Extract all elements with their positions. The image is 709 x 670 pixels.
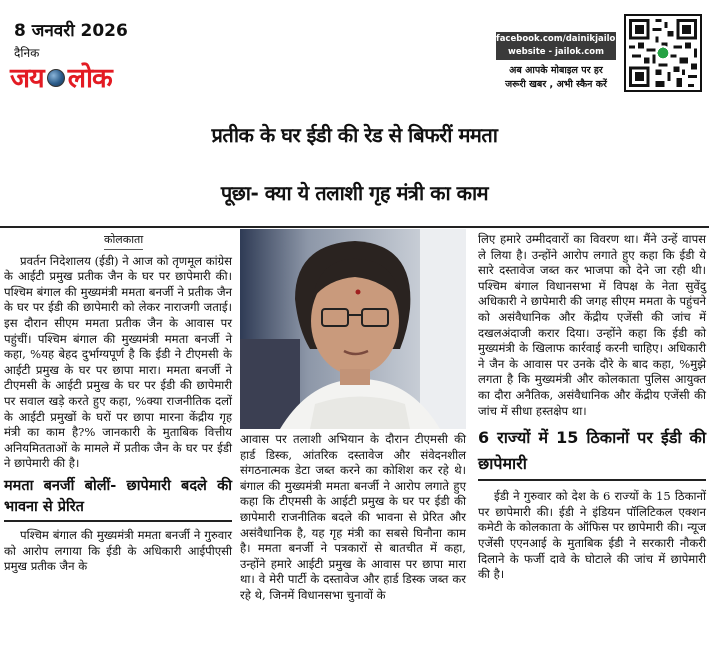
- logo-text-right: लोक: [67, 62, 112, 94]
- headline-line-2: पूछा- क्या ये तलाशी गृह मंत्री का काम: [220, 181, 489, 205]
- website-link[interactable]: website - jailok.com: [508, 47, 604, 57]
- dateline: कोलकाता: [104, 232, 143, 250]
- article-paragraph: लिए हमारे उम्मीदवारों का विवरण था। मैंने उन्हें वापस ले लिया है। उन्होंने आरोप लगाते हुए कहा कि ईडी ये सारे दस्तावेज जब्त कर भाजपा को देने जा रही थी। पश्चिम बंगाल विधानसभा में विपक्ष के नेता सुवेंदु अधिकारी ने छापेमारी की जगह सीएम ममता के पहुंचने को असंवैधानिक और केंद्रीय एजेंसी की जांच में दखलअंदाजी करार दिया। उन्होंने कहा कि ईडी को मुख्यमंत्री के खिलाफ कार्रवाई करनी चाहिए। अधिकारी ने जैन के आवास पर उनके दौरे के बाद कहा, %मुझे लगता है कि मुख्यमंत्री और कोलकाता पुलिस आयुक्त का दौरा अनैतिक, असंवैधानिक और केंद्रीय एजेंसी की जांच में सीधा हस्तक्षेप था।: [478, 232, 706, 418]
- main-headline: [0, 106, 709, 224]
- masthead: [0, 0, 709, 104]
- qr-code-icon[interactable]: [624, 14, 702, 92]
- article-column-right: [478, 232, 706, 583]
- article-paragraph: ईडी ने गुरुवार को देश के 6 राज्यों के 15 ठिकानों पर छापेमारी की। ईडी ने इंडियन पॉलिटिकल एक्शन कमेटी के कोलकाता के ऑफिस पर छापेमारी की। न्यूज एजेंसी एएनआई के मुताबिक ईडी ने सरकारी नौकरी दिलाने के फर्जी दावे के घोटाले की जांच में छापेमारी की है।: [478, 489, 706, 582]
- headline-line-1: प्रतीक के घर ईडी की रेड से बिफरीं ममता: [211, 123, 498, 147]
- headline-divider: [0, 226, 709, 228]
- article-paragraph: पश्चिम बंगाल की मुख्यमंत्री ममता बनर्जी ने गुरुवार को आरोप लगाया कि ईडी के अधिकारी आईपीएसी प्रमुख प्रतीक जैन के: [4, 527, 232, 574]
- edition-date: 8 जनवरी 2026: [14, 21, 128, 41]
- logo-text-left: जय: [10, 62, 44, 94]
- article-subheading: ममता बनर्जी बोलीं- छापेमारी बदले की भावना से प्रेरित: [4, 476, 232, 522]
- article-column-left: [4, 232, 232, 575]
- globe-icon: [47, 69, 65, 87]
- article-subheading: 6 राज्यों में 15 ठिकानों पर ईडी की छापेमारी: [478, 425, 706, 481]
- promo-line-1: अब आपके मोबाइल पर हर: [509, 65, 603, 76]
- edition-label: दैनिक: [14, 46, 40, 60]
- article-column-middle: [240, 432, 466, 604]
- promo-line-2: जरूरी खबर , अभी स्कैन करें: [505, 79, 607, 90]
- news-photo: [240, 229, 466, 429]
- facebook-link[interactable]: facebook.com/dainikjailok: [496, 34, 622, 44]
- article-paragraph: आवास पर तलाशी अभियान के दौरान टीएमसी की हार्ड डिस्क, आंतरिक दस्तावेज और संवेदनशील संगठनात्मक डेटा जब्त करने का कोशिश कर रहे थे। बंगाल की मुख्यमंत्री ममता बनर्जी ने आरोप लगाते हुए कहा कि टीएमसी के आईटी प्रमुख के घर पर ईडी की छापेमारी राजनीतिक बदले की भावना से प्रेरित और असंवैधानिक है, यह गृह मंत्री का सबसे घिनौना काम है। ममता बनर्जी ने पत्रकारों से बातचीत में कहा, उन्होंने हमारे आईटी प्रमुख के आवास पर छापा मारा था। वे मेरी पार्टी के दस्तावेज और हार्ड डिस्क जब्त कर रहे थे, जिनमें विधानसभा चुनावों के: [240, 432, 466, 602]
- article-paragraph: प्रवर्तन निदेशालय (ईडी) ने आज को तृणमूल कांग्रेस के आईटी प्रमुख प्रतीक जैन के घर पर छापेमारी की। पश्चिम बंगाल की मुख्यमंत्री ममता बनर्जी ने प्रतीक जैन के घर पर ईडी की छापेमारी को लेकर नाराजगी जताई। इस दौरान सीएम ममता प्रतीक जैन के आवास पर पहुंचीं। पश्चिम बंगाल की मुख्यमंत्री ममता बनर्जी ने कहा, %यह बेहद दुर्भाग्यपूर्ण है कि ईडी ने टीएमसी के आईटी प्रमुख के घर पर छापा मारा। ममता बनर्जी ने टीएमसी के आईटी प्रमुख के घर पर ईडी की छापेमारी पर सवाल खड़े करते हुए कहा, %क्या राजनीतिक दलों के आईटी प्रमुखों के घरों पर छापा मारना केंद्रीय गृह मंत्री का काम है?% जानकारी के मुताबिक वित्तीय अनियमितताओं के मामले में प्रतीक जैन के घर पर ईडी ने छापेमारी की है।: [4, 253, 232, 471]
- newspaper-logo[interactable]: [10, 58, 138, 98]
- qr-promo-text: [494, 64, 618, 92]
- web-links-box: [496, 32, 622, 60]
